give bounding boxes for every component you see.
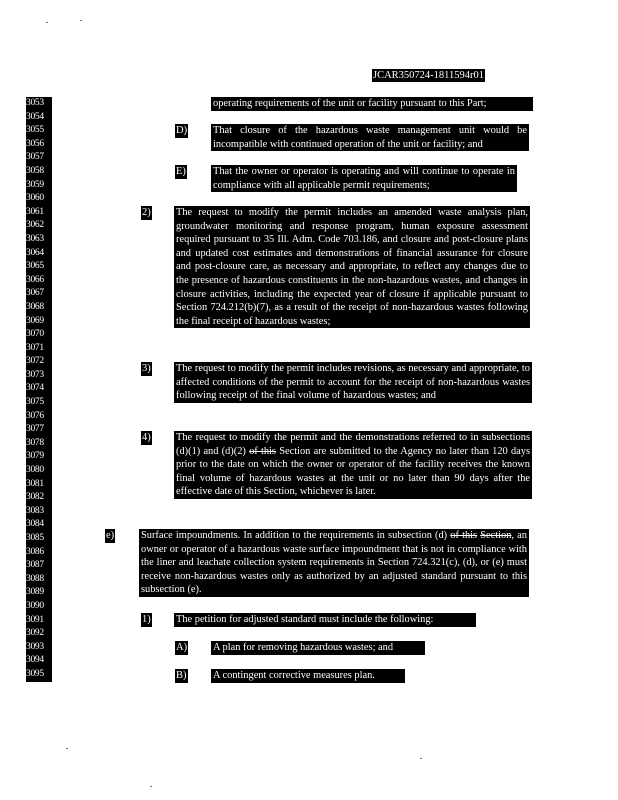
line-number: 3059 [26, 179, 44, 190]
line-number: 3055 [26, 125, 44, 136]
line-number: 3076 [26, 410, 44, 421]
line-number: 3054 [26, 111, 44, 122]
scan-speck [420, 758, 422, 759]
item-4-text [174, 431, 532, 499]
line-number: 3065 [26, 261, 44, 272]
line-number: 3077 [26, 424, 44, 435]
item-3-text: The request to modify the permit includes revisions, as necessary and appropriate, to affected conditions of the permit to account for the receipt of non-hazardous wastes following receipt of the final volume of hazardous wastes; and [176, 363, 530, 402]
line-number: 3078 [26, 437, 44, 448]
line-number: 3090 [26, 600, 44, 611]
item-b-marker: B) [176, 670, 187, 681]
line-number: 3060 [26, 193, 44, 204]
line-number: 3066 [26, 274, 44, 285]
item-d-marker: D) [176, 125, 188, 136]
line-number: 3095 [26, 668, 44, 679]
line-number: 3064 [26, 247, 44, 258]
line-number: 3057 [26, 152, 44, 163]
item-e1-text: The petition for adjusted standard must include the following: [174, 613, 476, 627]
item-4-text-a: The request to modify the permit and the demonstrations referred to in subsections (d)(1) and (d)(2) [176, 432, 530, 457]
subsection-e-text-b: , an owner or operator of a hazardous waste surface impoundment that is not in compliance with the liner and leachate collection system requirements in Section 724.321(c), (d), or (e) must receive non-hazardous wastes only as authorized by an adjusted standard pursuant to this subsection (e). [141, 530, 527, 596]
line-number: 3080 [26, 465, 44, 476]
line-number: 3074 [26, 383, 44, 394]
item-b-text: A contingent corrective measures plan. [211, 669, 405, 683]
line-number: 3089 [26, 587, 44, 598]
scan-speck [80, 20, 82, 21]
item-e1-marker: 1) [142, 614, 151, 625]
line-number: 3061 [26, 206, 44, 217]
scan-speck [66, 748, 68, 749]
item-a-text: A plan for removing hazardous wastes; and [211, 641, 425, 655]
line-number: 3063 [26, 233, 44, 244]
line-number: 3069 [26, 315, 44, 326]
line-number: 3082 [26, 492, 44, 503]
item-3-marker: 3) [142, 363, 151, 374]
subsection-e-strikethrough-1: of this [450, 530, 478, 541]
line-number: 3085 [26, 533, 44, 543]
line-number: 3071 [26, 342, 44, 353]
scan-speck [150, 786, 152, 787]
item-2-text: The request to modify the permit includes an amended waste analysis plan, groundwater monitoring and response program, human exposure assessment required pursuant to 35 Ill. Adm. Code 703.186, and closure and post-closure plans and updated cost estimates and demonstrations of financial assurance for closure and post-closure care, as necessary and appropriate, to reflect any changes due to the presence of hazardous constituents in the non-hazardous wastes, and changes in closure activities, including the expected year of closure if applicable pursuant to Section 724.212(b)(7), as a result of the receipt of non-hazardous wastes following the final receipt of hazardous wastes; [176, 207, 528, 327]
line-number: 3083 [26, 505, 44, 516]
subsection-e-text [139, 529, 529, 597]
item-e-marker: E) [176, 166, 186, 177]
item-a-marker: A) [176, 642, 188, 653]
line-number: 3093 [26, 641, 44, 652]
line-3053-text: operating requirements of the unit or facility pursuant to this Part; [211, 97, 533, 111]
item-4-marker: 4) [142, 432, 151, 443]
line-number: 3091 [26, 614, 44, 625]
line-number: 3075 [26, 397, 44, 408]
item-4-text-b: Section are submitted to the Agency no later than 120 days prior to the date on which the owner or operator of the facility receives the known final volume of hazardous wastes at the unit or no later than 90 days after the effective date of this Section, whichever is later. [176, 445, 530, 498]
item-d-text: That closure of the hazardous waste management unit would be incompatible with continued operation of the unit or facility; and [213, 125, 527, 150]
document-id-header: JCAR350724-1811594r01 [373, 70, 485, 81]
item-e-text: That the owner or operator is operating and will continue to operate in compliance with all applicable permit requirements; [213, 166, 515, 191]
line-number-column [26, 97, 52, 682]
line-number: 3087 [26, 560, 44, 571]
line-number: 3058 [26, 165, 44, 176]
line-number: 3079 [26, 451, 44, 462]
line-number: 3086 [26, 546, 44, 557]
item-2-marker: 2) [142, 207, 151, 218]
line-number: 3056 [26, 138, 44, 149]
line-number: 3070 [26, 329, 44, 340]
line-number: 3092 [26, 628, 44, 639]
scan-speck [46, 22, 48, 23]
line-number: 3062 [26, 220, 44, 231]
subsection-e-text-a: Surface impoundments. In addition to the requirements in subsection (d) [141, 530, 451, 541]
line-number: 3068 [26, 301, 44, 312]
line-number: 3084 [26, 519, 44, 530]
line-number: 3073 [26, 369, 44, 380]
line-number: 3053 [26, 98, 44, 108]
line-number: 3067 [26, 288, 44, 299]
line-number: 3088 [26, 573, 44, 584]
subsection-e-strikethrough-2: Section [480, 530, 512, 541]
line-number: 3081 [26, 478, 44, 489]
item-4-strikethrough: of this [249, 445, 276, 457]
line-number: 3094 [26, 655, 44, 666]
subsection-e-marker: e) [106, 530, 115, 541]
line-number: 3072 [26, 356, 44, 367]
